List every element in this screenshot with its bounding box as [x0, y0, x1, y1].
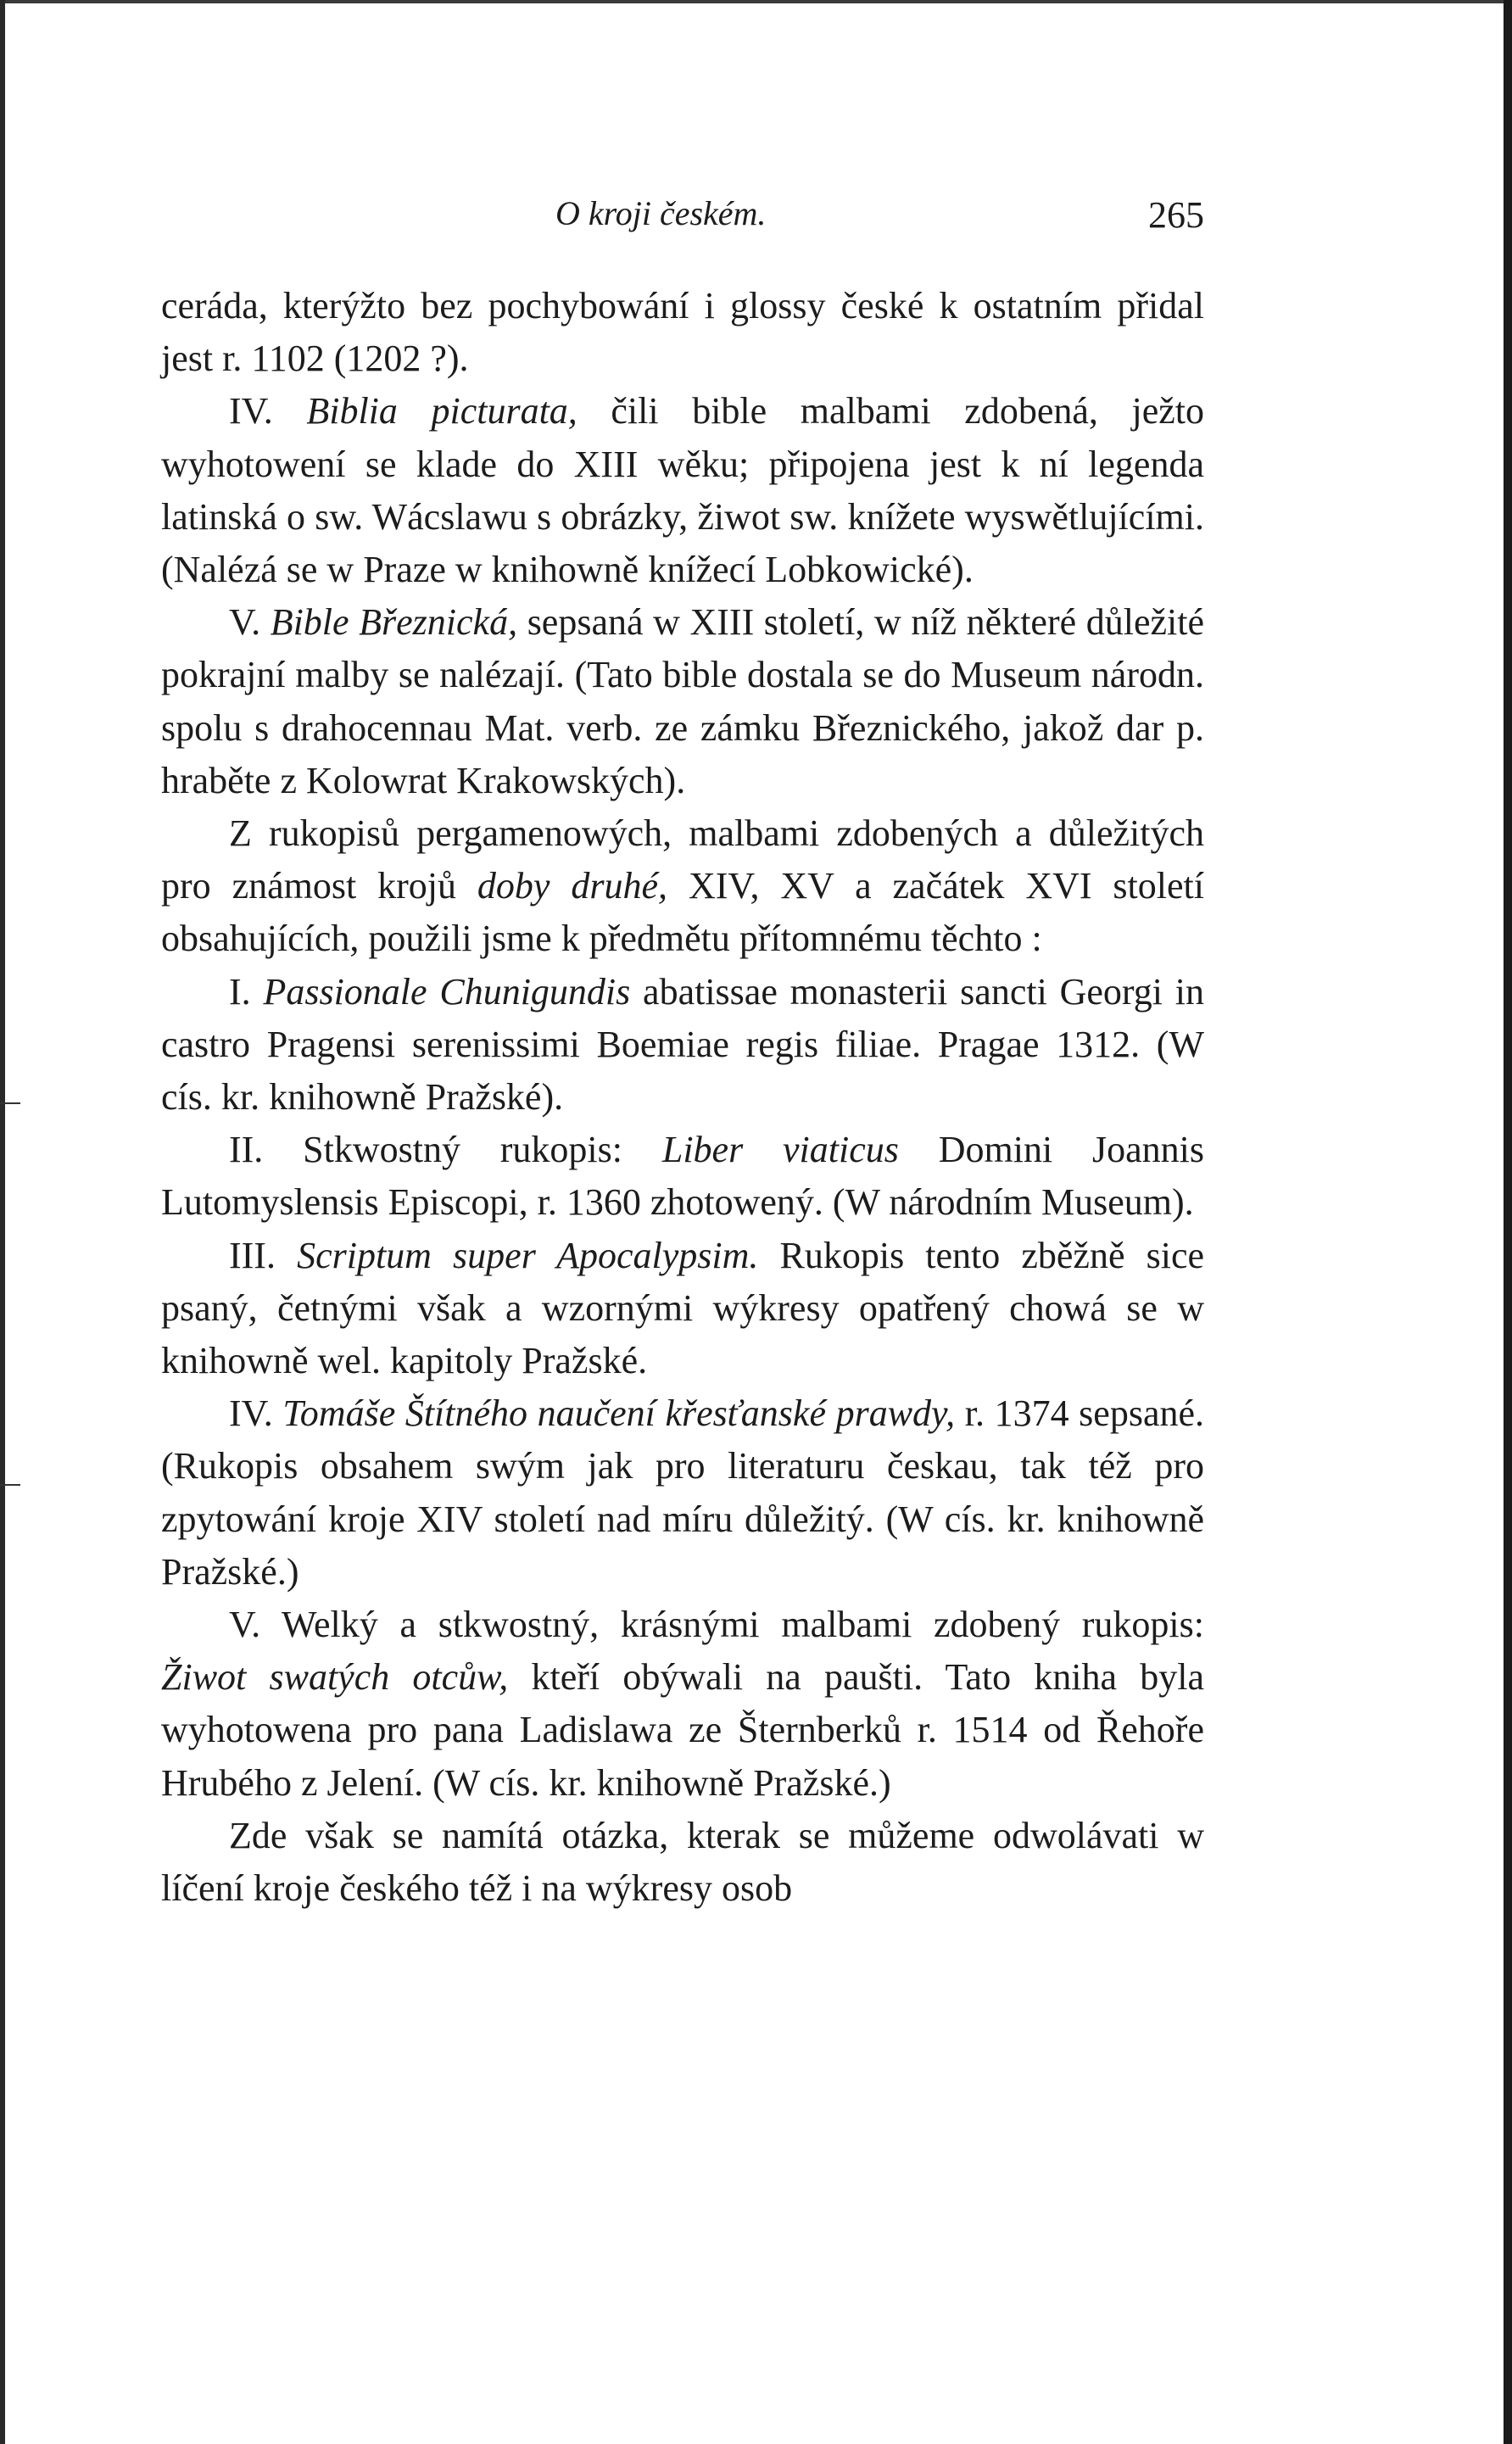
para-ziwot-swatych — [161, 1599, 1204, 1810]
para-z-rukopisu — [161, 807, 1204, 966]
text-run: XIV, XV a začátek XVI století obsahujících, použili jsme k předmětu přítomnému těchto : — [161, 865, 1204, 960]
text-run: Rukopis tento zběžně sice psaný, četnými však a wzornými wýkresy opatřený chowá se w knihowně wel. kapitoly Pražské. — [161, 1234, 1204, 1382]
page-edge-right — [1504, 0, 1512, 2444]
italic-title: Biblia picturata, — [306, 390, 577, 432]
para-continuation — [161, 280, 1204, 385]
text-run: IV. — [229, 390, 307, 432]
page-edge-left — [0, 0, 5, 2444]
text-run: abatissae monasterii sancti Georgi in castro Pragensi serenissimi Boemiae regis filiae. Pragae 1312. (W cís. kr. knihowně Pražské). — [161, 970, 1204, 1119]
text-run: kteří obýwali na paušti. Tato kniha byla wyhotowena pro pana Ladislawa ze Šternberků r. 1514 od Řehoře Hrubého z Jelení. (W cís. kr. knihowně Pražské.) — [161, 1656, 1205, 1804]
italic-title: Žiwot swatých otcůw, — [161, 1656, 509, 1699]
page-header — [161, 193, 1204, 244]
para-tomase-stitneho — [161, 1387, 1204, 1599]
body-text — [161, 280, 1204, 1915]
text-run: II. Stkwostný rukopis: — [229, 1129, 662, 1171]
text-run: ceráda, kterýžto bez pochybowání i glossy české k ostatním přidal jest r. 1102 (1202 ?). — [161, 285, 1204, 380]
text-run: IV. — [229, 1392, 283, 1435]
page-number: 265 — [1148, 194, 1204, 236]
para-passionale — [161, 966, 1204, 1124]
para-biblia-picturata — [161, 385, 1204, 596]
text-run: Zde však se namítá otázka, kterak se můžeme odwolávati w líčení kroje českého též i na wýkresy osob — [161, 1814, 1204, 1910]
text-run: čili bible malbami zdobená, ježto wyhotowení se klade do XIII wěku; připojena jest k ní legenda latinská o sw. Wácslawu s obrázky, žiwot sw. knížete wyswětlujícími. (Nalézá se w Praze w knihowně knížecí Lobkowické). — [161, 390, 1204, 591]
text-run: sepsaná w XIII století, w níž některé důležité pokrajní malby se nalézají. (Tato bible dostala se do Museum národn. spolu s drahocennau Mat. verb. ze zámku Březnického, jakož dar p. hraběte z Kolowrat Krakowských). — [161, 601, 1204, 801]
binding-mark — [0, 1484, 20, 1486]
running-title: O kroji českém. — [555, 194, 767, 232]
text-run: V. — [229, 601, 271, 644]
para-bible-breznicka — [161, 596, 1204, 807]
italic-title: Bible Březnická, — [270, 601, 518, 644]
italic-title: Scriptum super Apocalypsim. — [297, 1234, 759, 1276]
para-scriptum — [161, 1230, 1204, 1388]
page-edge-top — [0, 0, 1512, 3]
text-run: Domini Joannis Lutomyslensis Episcopi, r. 1360 zhotowený. (W národním Museum). — [161, 1129, 1205, 1224]
text-run: r. 1374 sepsané. (Rukopis obsahem swým jak pro literaturu českau, tak též pro zpytowání kroje XIV století nad míru důležitý. (W cís. kr. knihowně Pražské.) — [161, 1392, 1204, 1593]
para-zde-wsak — [161, 1810, 1204, 1915]
binding-mark — [0, 1102, 20, 1104]
para-liber-viaticus — [161, 1124, 1204, 1229]
text-run: V. Welký a stkwostný, krásnými malbami zdobený rukopis: — [229, 1604, 1204, 1646]
text-run: III. — [229, 1234, 298, 1276]
italic-title: Tomáše Štítného naučení křesťanské prawdy, — [282, 1392, 956, 1435]
text-run: I. — [229, 970, 264, 1013]
italic-title: doby druhé, — [477, 865, 668, 907]
italic-title: Liber viaticus — [661, 1129, 899, 1171]
italic-title: Passionale Chunigundis — [263, 970, 631, 1013]
text-run: Z rukopisů pergamenowých, malbami zdobených a důležitých pro známost krojů — [161, 812, 1204, 907]
